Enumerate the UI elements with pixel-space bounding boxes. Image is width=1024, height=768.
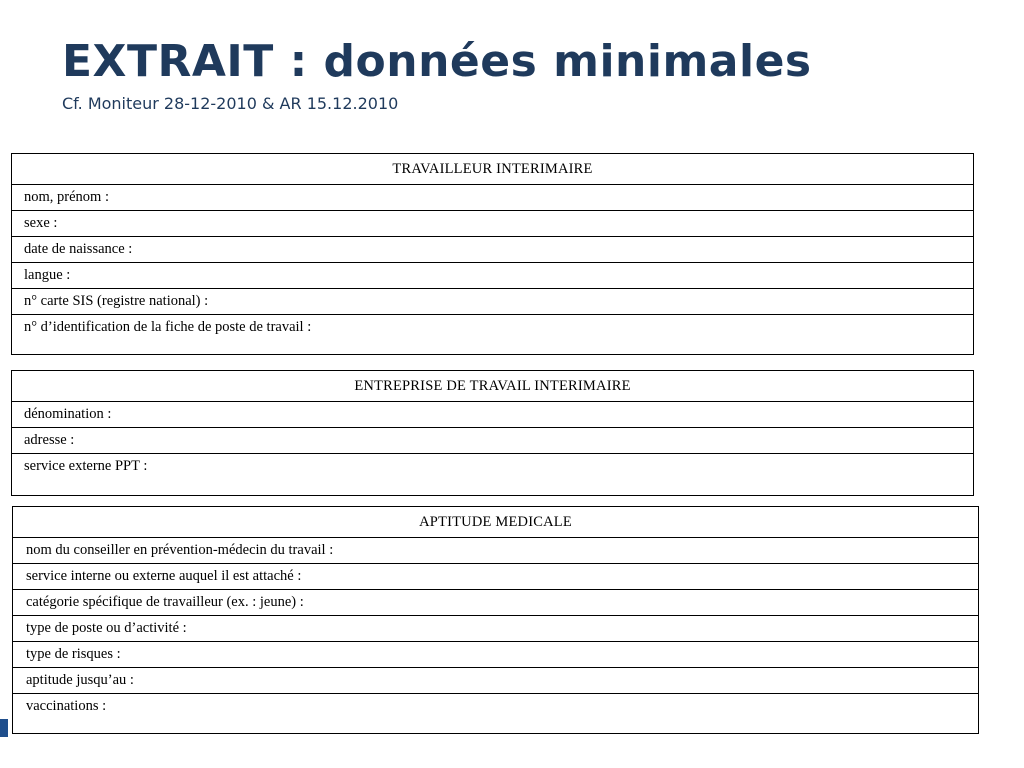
field-carte-sis: n° carte SIS (registre national) : bbox=[12, 289, 973, 315]
field-date-naissance: date de naissance : bbox=[12, 237, 973, 263]
field-type-risques: type de risques : bbox=[13, 642, 978, 668]
slide-title: EXTRAIT : données minimales bbox=[62, 36, 812, 87]
field-adresse: adresse : bbox=[12, 428, 973, 454]
slide-subtitle: Cf. Moniteur 28-12-2010 & AR 15.12.2010 bbox=[62, 94, 399, 113]
field-sexe: sexe : bbox=[12, 211, 973, 237]
field-service-attache: service interne ou externe auquel il est attaché : bbox=[13, 564, 978, 590]
field-identification-fiche: n° d’identification de la fiche de poste de travail : bbox=[24, 319, 312, 335]
field-categorie-travailleur: catégorie spécifique de travailleur (ex. : jeune) : bbox=[13, 590, 978, 616]
field-service-externe-ppt: service externe PPT : bbox=[24, 458, 148, 474]
field-langue: langue : bbox=[12, 263, 973, 289]
field-nom-prenom: nom, prénom : bbox=[12, 185, 973, 211]
table-heading: TRAVAILLEUR INTERIMAIRE bbox=[12, 154, 973, 185]
slide-corner-marker bbox=[0, 719, 8, 737]
field-denomination: dénomination : bbox=[12, 402, 973, 428]
field-conseiller-prevention: nom du conseiller en prévention-médecin du travail : bbox=[13, 538, 978, 564]
table-travailleur-interimaire bbox=[11, 153, 974, 355]
table-entreprise-travail-interimaire bbox=[11, 370, 974, 496]
field-type-poste: type de poste ou d’activité : bbox=[13, 616, 978, 642]
field-aptitude-jusquau: aptitude jusqu’au : bbox=[13, 668, 978, 694]
table-heading: APTITUDE MEDICALE bbox=[13, 507, 978, 538]
table-aptitude-medicale bbox=[12, 506, 979, 734]
field-vaccinations: vaccinations : bbox=[26, 698, 107, 714]
table-heading: ENTREPRISE DE TRAVAIL INTERIMAIRE bbox=[12, 371, 973, 402]
